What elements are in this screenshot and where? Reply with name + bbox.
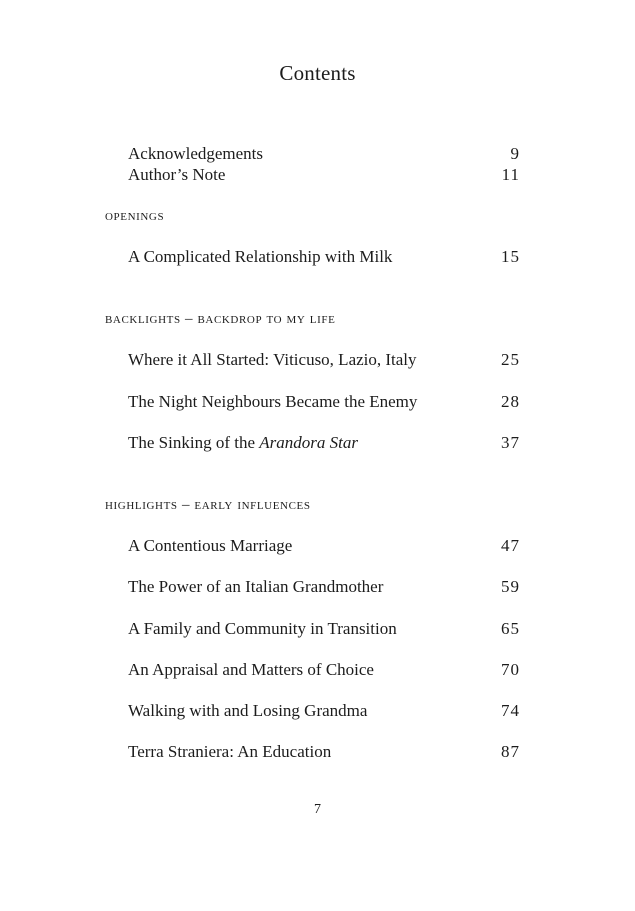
toc-entry-appraisal-choice[interactable] <box>128 659 520 681</box>
entry-title: A Family and Community in Transition <box>128 619 397 638</box>
section-heading-highlights: highlights – early influences <box>105 497 311 513</box>
toc-entry-contentious-marriage[interactable] <box>128 535 520 557</box>
page-folio: 7 <box>314 802 321 817</box>
entry-title: Walking with and Losing Grandma <box>128 701 368 720</box>
entry-title: Where it All Started: Viticuso, Lazio, Italy <box>128 350 417 369</box>
entry-title: Acknowledgements <box>128 144 264 163</box>
entry-title: A Complicated Relationship with Milk <box>128 247 393 266</box>
entry-page-number: 11 <box>501 165 520 184</box>
toc-entry-family-community[interactable] <box>128 618 520 640</box>
entry-page-number: 37 <box>501 433 520 452</box>
toc-entry-terra-straniera[interactable] <box>128 741 520 763</box>
entry-title: The Night Neighbours Became the Enemy <box>128 392 418 411</box>
section-heading-backlights: backlights – backdrop to my life <box>105 311 336 327</box>
toc-entry-walking-grandma[interactable] <box>128 700 520 722</box>
entry-title <box>128 432 358 454</box>
toc-entry-night-neighbours[interactable] <box>128 391 520 413</box>
entry-title: A Contentious Marriage <box>128 536 293 555</box>
entry-title-italic: Arandora Star <box>259 433 358 452</box>
entry-page-number: 47 <box>501 536 520 555</box>
page-title: Contents <box>279 61 356 85</box>
entry-title: Terra Straniera: An Education <box>128 742 332 761</box>
toc-entry-acknowledgements[interactable] <box>128 143 520 165</box>
toc-entry-sinking-arandora-star[interactable] <box>128 432 520 454</box>
entry-page-number: 65 <box>501 619 520 638</box>
entry-page-number: 15 <box>501 247 520 266</box>
entry-page-number: 87 <box>501 742 520 761</box>
entry-title: The Power of an Italian Grandmother <box>128 577 384 596</box>
section-heading-openings: openings <box>105 208 165 224</box>
entry-page-number: 74 <box>501 701 520 720</box>
toc-entry-where-it-all-started[interactable] <box>128 349 520 371</box>
entry-page-number: 9 <box>510 144 520 163</box>
toc-entry-authors-note[interactable] <box>128 164 520 186</box>
entry-title: An Appraisal and Matters of Choice <box>128 660 374 679</box>
entry-page-number: 59 <box>501 577 520 596</box>
entry-page-number: 70 <box>501 660 520 679</box>
toc-entry-complicated-relationship[interactable] <box>128 246 520 268</box>
entry-title-prefix: The Sinking of the <box>128 433 260 452</box>
toc-entry-italian-grandmother[interactable] <box>128 576 520 598</box>
entry-page-number: 25 <box>501 350 520 369</box>
entry-page-number: 28 <box>501 392 520 411</box>
entry-title: Author’s Note <box>128 165 226 184</box>
